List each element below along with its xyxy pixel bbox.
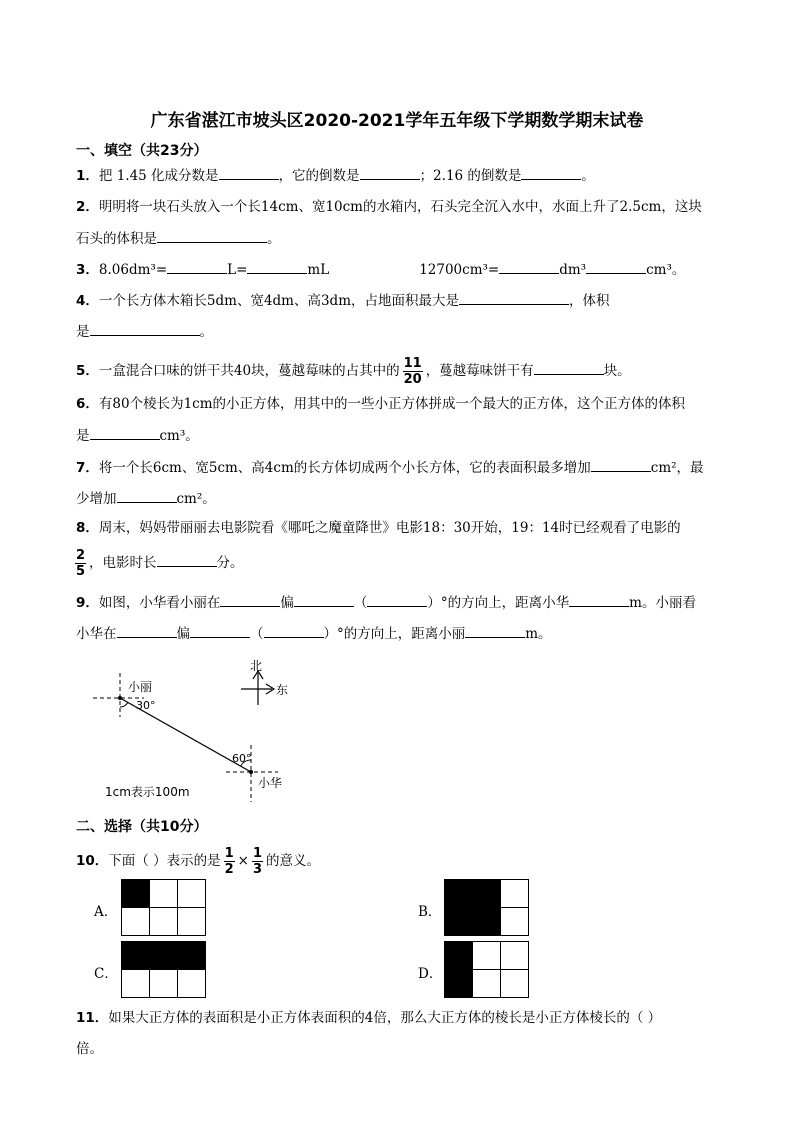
question-6: 6．有80个棱长为1cm的小正方体，用其中的一些小正方体拼成一个最大的正方体，这个正方体的体积 [76,396,686,412]
angle-30-label: 30° [136,699,156,712]
east-label: 东 [276,683,289,697]
section-fill-blank: 一、填空（共23分） [76,143,208,159]
answer-blank[interactable] [117,623,177,638]
question-2: 2．明明将一块石头放入一个长14cm、宽10cm的水箱内，石头完全沉入水中，水面上升了2.5cm，这块 [76,199,702,215]
answer-blank[interactable] [465,623,525,638]
option-a-label[interactable]: A． [94,904,118,920]
question-8-cont: $\frac{2}{5}$ ，电影时长 分。 [76,548,244,579]
xiaohua-label: 小华 [258,776,283,790]
option-b-label[interactable]: B． [418,904,442,920]
scale-label: 1cm表示100m [105,785,190,799]
page-title: 广东省湛江市坡头区2020-2021学年五年级下学期数学期末试卷 [150,111,644,131]
answer-blank[interactable] [219,165,279,180]
option-c-label[interactable]: C． [94,966,118,982]
answer-blank[interactable] [459,290,569,305]
direction-diagram [88,655,328,805]
question-1: 1．把 1.45 化成分数是 ，它的倒数是 ；2.16 的倒数是 。 [76,165,595,186]
question-number: 5． [76,363,99,379]
fraction: $\frac{11}{20}$ [403,356,422,387]
angle-60-label: 60° [232,752,252,765]
fraction: $\frac{1}{2}$ [224,846,234,877]
answer-blank[interactable] [294,592,354,607]
question-number: 10． [76,853,109,869]
question-5: 5．一盒混合口味的饼干共40块，蔓越莓味的占其中的 $\frac{11}{20}$ ，蔓越莓味饼干有 块。 [76,356,631,387]
question-9-cont: 小华在 偏 （ ）°的方向上，距离小丽 m。 [76,623,552,644]
question-number: 2． [76,199,99,215]
answer-blank[interactable] [190,623,250,638]
answer-blank[interactable] [534,360,604,375]
question-number: 11． [76,1010,109,1026]
option-d-label[interactable]: D． [418,966,443,982]
fraction: $\frac{1}{3}$ [252,846,262,877]
question-number: 1． [76,168,99,184]
answer-blank[interactable] [157,552,217,567]
question-7-cont: 少增加 cm²。 [76,488,216,509]
question-number: 6． [76,396,99,412]
option-a-grid[interactable] [121,879,206,936]
answer-blank[interactable] [569,592,629,607]
question-9: 9．如图，小华看小丽在 偏 （ ）°的方向上，距离小华 m。小丽看 [76,592,696,613]
answer-blank[interactable] [360,165,420,180]
option-b-grid[interactable] [444,879,529,936]
question-number: 7． [76,460,99,476]
question-10: 10．下面（ ）表示的是 $\frac{1}{2}$ × $\frac{1}{3}$ 的意义。 [76,846,320,877]
question-8: 8．周末，妈妈带丽丽去电影院看《哪吒之魔童降世》电影18：30开始，19：14时已经观看了电影的 [76,520,681,536]
answer-blank[interactable] [586,259,646,274]
answer-blank[interactable] [499,259,559,274]
answer-blank[interactable] [264,623,324,638]
answer-blank[interactable] [220,592,280,607]
answer-blank[interactable] [90,425,160,440]
question-3: 3．8.06dm³= L= mL 12700cm³= dm³ cm³。 [76,259,685,280]
answer-blank[interactable] [591,457,651,472]
fraction: $\frac{2}{5}$ [76,548,86,579]
answer-blank[interactable] [117,488,177,503]
question-number: 4． [76,293,99,309]
question-11-cont: 倍。 [76,1041,103,1057]
question-11: 11．如果大正方体的表面积是小正方体表面积的4倍，那么大正方体的棱长是小正方体棱长的（ ） [76,1010,662,1026]
xiaoli-label: 小丽 [128,680,153,694]
angle-30-arc [120,703,128,708]
question-7: 7．将一个长6cm、宽5cm、高4cm的长方体切成两个小长方体，它的表面积最多增加 cm²，最 [76,457,704,478]
north-label: 北 [250,659,263,673]
xiaohua-point [249,770,253,774]
question-number: 8． [76,520,99,536]
question-number: 9． [76,595,99,611]
section-choice: 二、选择（共10分） [76,819,208,835]
question-4: 4．一个长方体木箱长5dm、宽4dm、高3dm，占地面积最大是 ，体积 [76,290,610,311]
answer-blank[interactable] [90,321,200,336]
question-4-cont: 是 。 [76,321,213,342]
answer-blank[interactable] [247,259,307,274]
answer-blank[interactable] [367,592,427,607]
answer-blank[interactable] [157,228,267,243]
question-number: 3． [76,262,99,278]
option-d-grid[interactable] [444,941,529,998]
answer-blank[interactable] [167,259,227,274]
answer-blank[interactable] [521,165,581,180]
question-2-cont: 石头的体积是 。 [76,228,281,249]
question-6-cont: 是 cm³。 [76,425,199,446]
option-c-grid[interactable] [121,941,206,998]
